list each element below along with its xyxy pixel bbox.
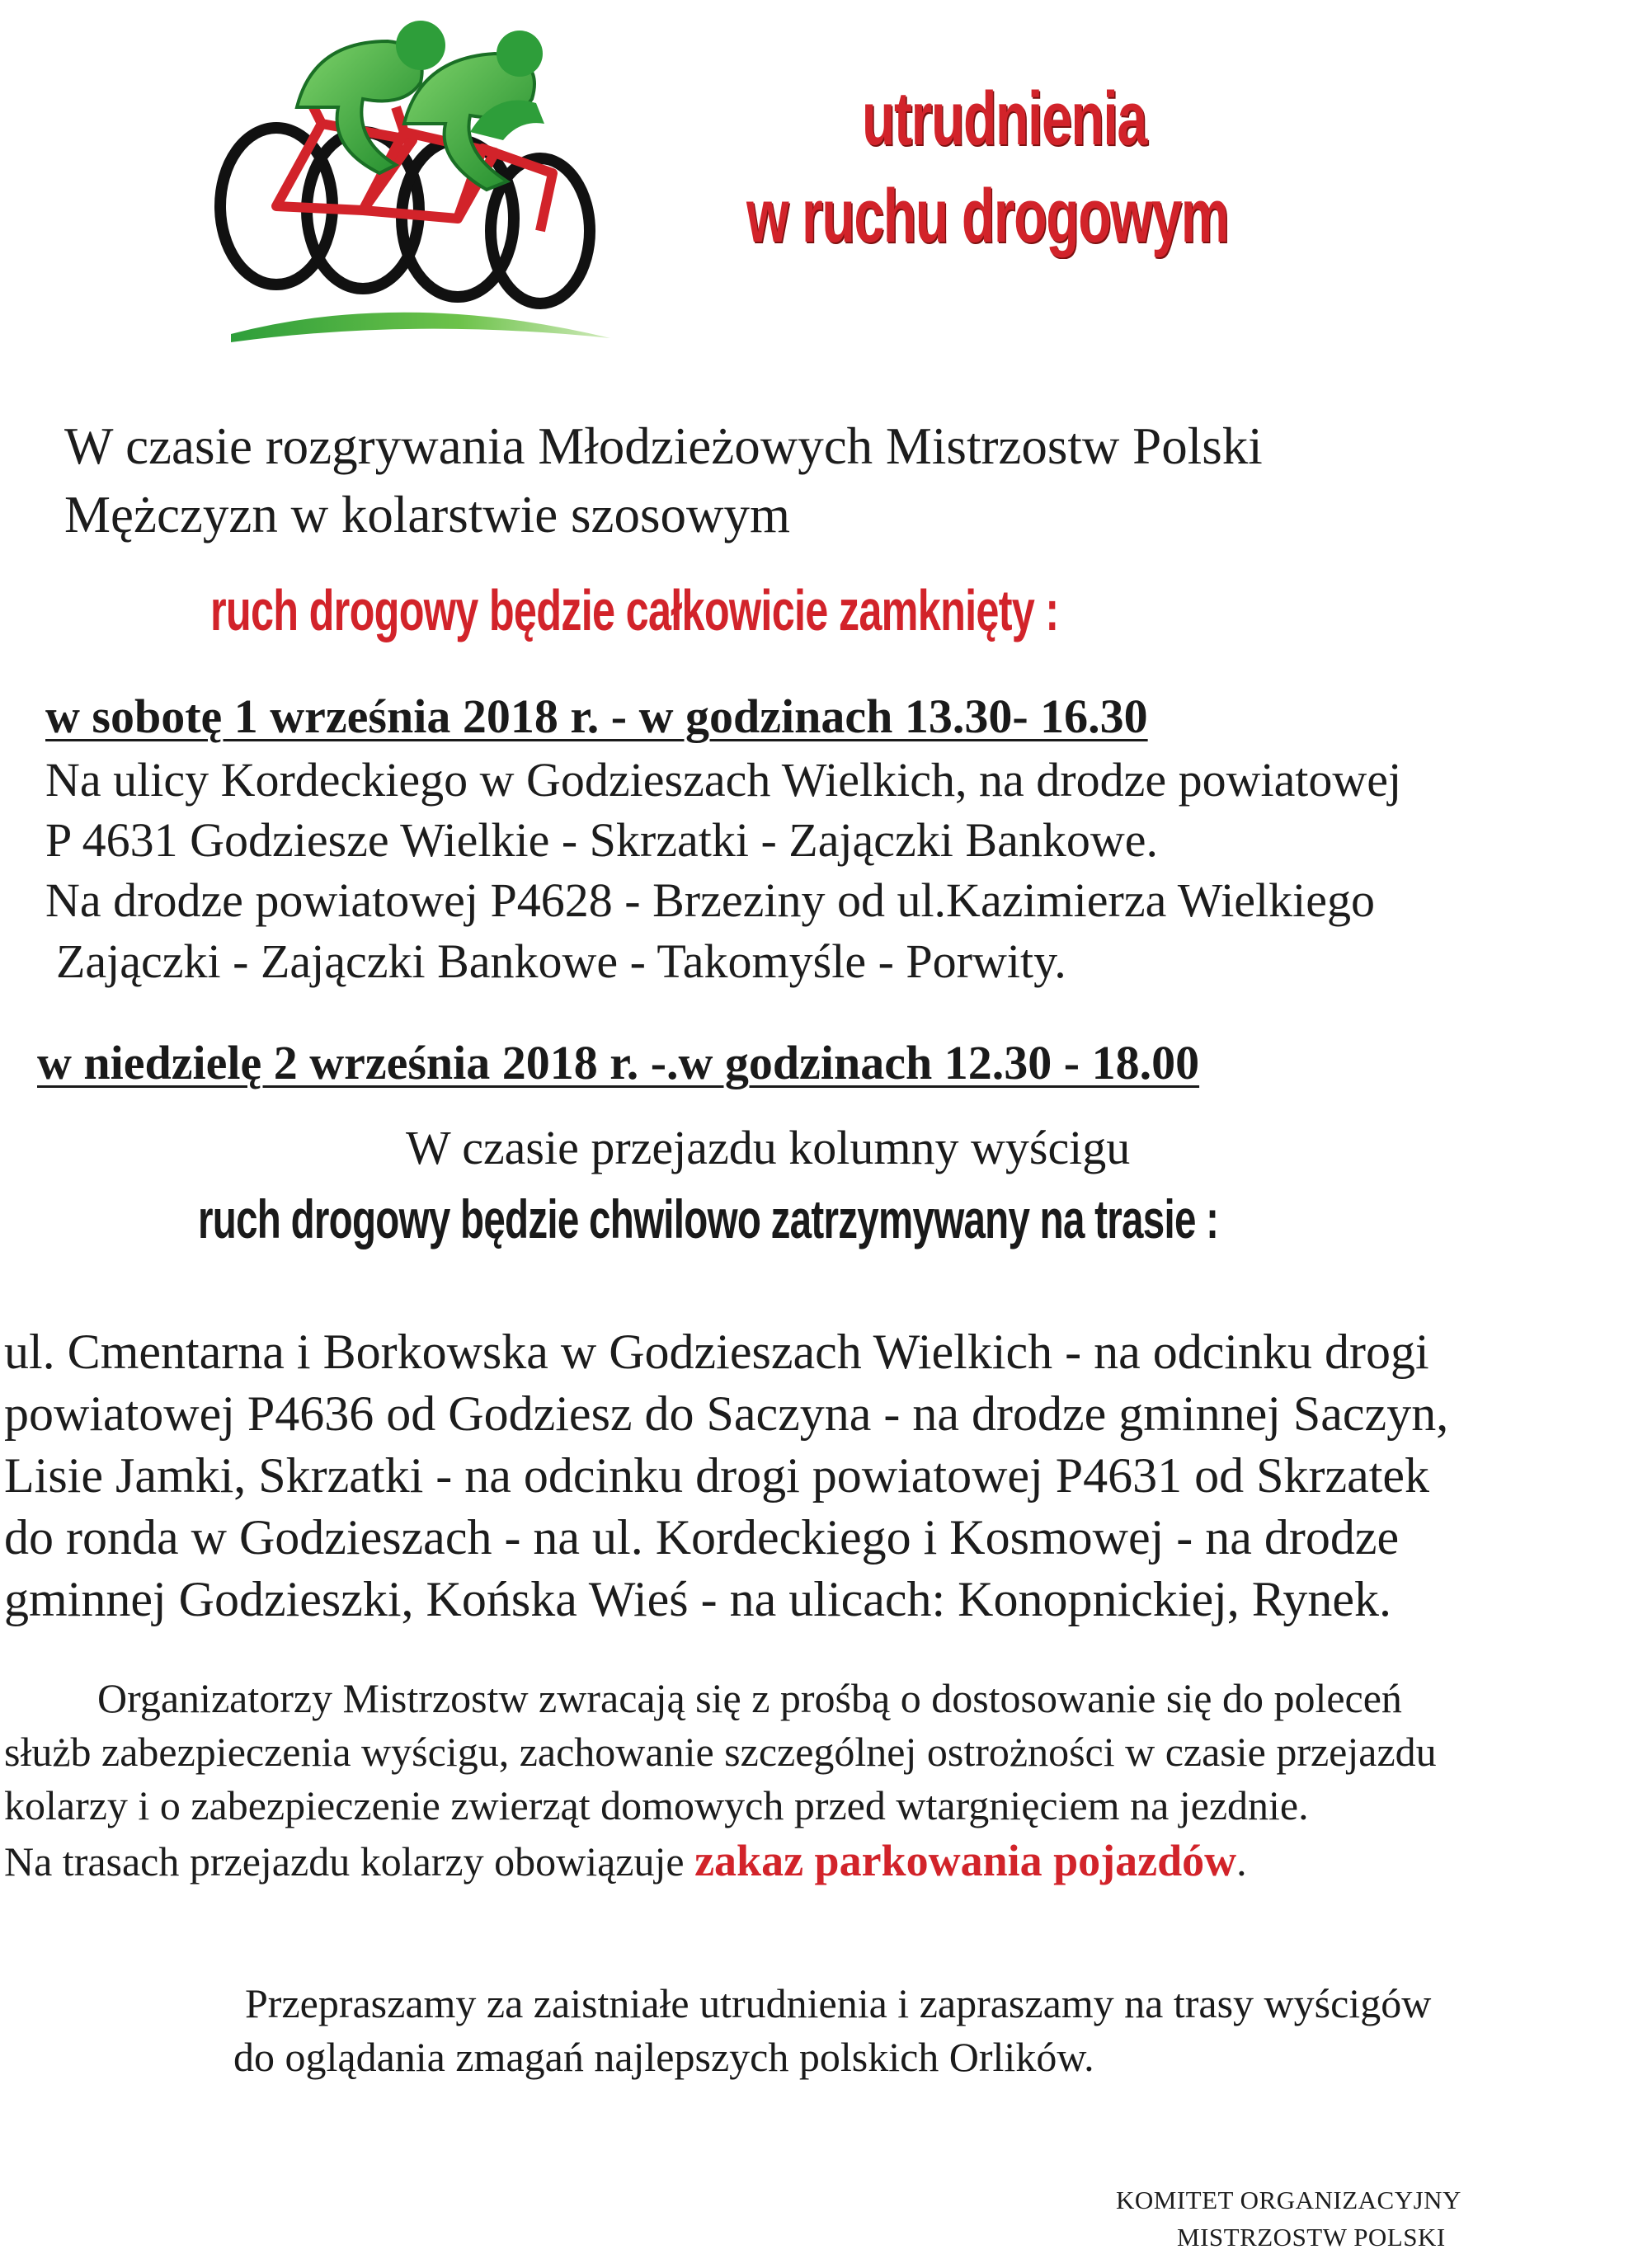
closed-road-heading: ruch drogowy będzie całkowicie zamknięty : xyxy=(210,578,1059,642)
intro-line-2: Mężczyzn w kolarstwie szosowym xyxy=(64,486,791,544)
organizers-line-1: Organizatorzy Mistrzostw zwracają się z prośbą o dostosowanie się do poleceń xyxy=(97,1675,1402,1721)
apology-line-1: Przepraszamy za zaistniałe utrudnienia i zapraszamy na trasy wyścigów xyxy=(245,1980,1432,2026)
convoy-line: W czasie przejazdu kolumny wyścigu xyxy=(406,1121,1131,1174)
saturday-line-1: Na ulicy Kordeckiego w Godzieszach Wielkich, na drodze powiatowej xyxy=(45,753,1402,807)
saturday-line-4: Zajączki - Zajączki Bankowe - Takomyśle - Porwity. xyxy=(56,934,1066,988)
route-line-2: powiatowej P4636 od Godziesz do Saczyna - na drodze gminnej Saczyn, xyxy=(4,1386,1449,1441)
title-line-2: w ruchu drogowym xyxy=(746,174,1229,258)
committee-line-1: KOMITET ORGANIZACYJNY xyxy=(1116,2186,1461,2214)
route-line-5: gminnej Godzieszki, Końska Wieś - na ulicach: Konopnickiej, Rynek. xyxy=(4,1572,1392,1626)
organizers-line-2: służb zabezpieczenia wyścigu, zachowanie szczególnej ostrożności w czasie przejazdu xyxy=(4,1729,1437,1775)
sunday-heading: w niedzielę 2 września 2018 r. -.w godzinach 12.30 - 18.00 xyxy=(37,1036,1200,1089)
organizers-line-3: kolarzy i o zabezpieczenie zwierząt domowych przed wtargnięciem na jezdnie. xyxy=(4,1782,1309,1828)
cyclists-logo-icon xyxy=(198,8,619,346)
no-parking-notice: zakaz parkowania pojazdów xyxy=(694,1836,1237,1885)
saturday-line-3: Na drodze powiatowej P4628 - Brzeziny od ul.Kazimierza Wielkiego xyxy=(45,873,1376,927)
organizers-line-4 xyxy=(4,1835,1247,1886)
committee-line-2: MISTRZOSTW POLSKI xyxy=(1177,2223,1446,2252)
saturday-line-2: P 4631 Godziesze Wielkie - Skrzatki - Zajączki Bankowe. xyxy=(45,813,1158,867)
title-line-1: utrudnienia xyxy=(862,77,1146,161)
stopped-traffic-heading: ruch drogowy będzie chwilowo zatrzymywany na trasie : xyxy=(198,1188,1219,1249)
route-line-1: ul. Cmentarna i Borkowska w Godzieszach Wielkich - na odcinku drogi xyxy=(4,1325,1429,1379)
saturday-heading: w sobotę 1 września 2018 r. - w godzinach 13.30- 16.30 xyxy=(45,689,1148,743)
apology-line-2: do oglądania zmagań najlepszych polskich Orlików. xyxy=(233,2034,1094,2080)
route-line-3: Lisie Jamki, Skrzatki - na odcinku drogi powiatowej P4631 od Skrzatek xyxy=(4,1448,1430,1503)
route-line-4: do ronda w Godzieszach - na ul. Kordeckiego i Kosmowej - na drodze xyxy=(4,1510,1400,1565)
organizers-line-4-suffix: . xyxy=(1236,1838,1247,1885)
intro-line-1: W czasie rozgrywania Młodzieżowych Mistrzostw Polski xyxy=(64,417,1263,475)
organizers-line-4-prefix: Na trasach przejazdu kolarzy obowiązuje xyxy=(4,1838,695,1885)
